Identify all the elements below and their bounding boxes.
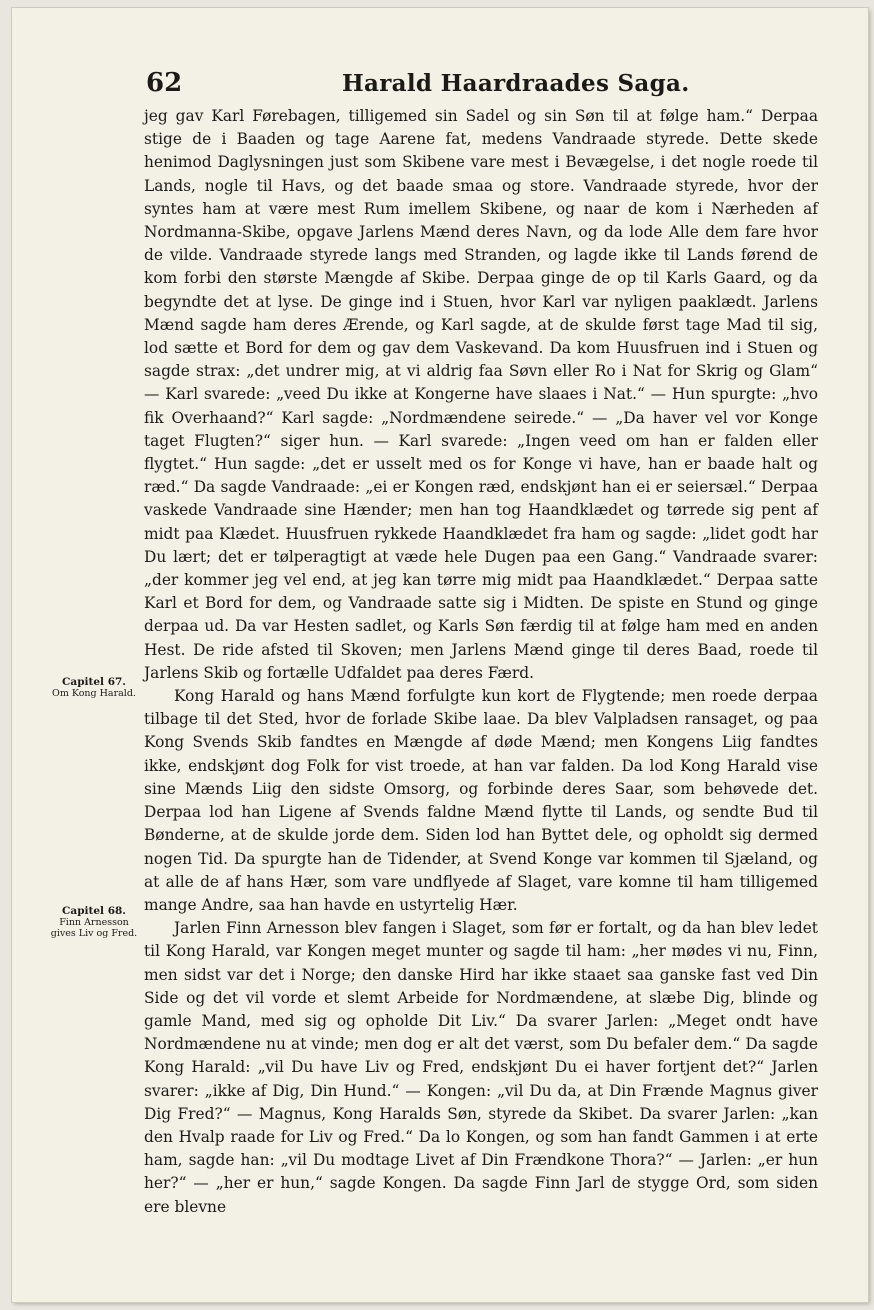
paragraph-chapter-68: Jarlen Finn Arnesson blev fangen i Slaget, som før er fortalt, og da han blev ledet til Kong Harald, var Kongen meget munter og sagde til ham: „her mødes vi nu, Finn, men sidst var det i Norge; den danske Hird har ikke staaet saa ganske fast ved Din Side og det vil vorde et slemt Arbeide for Nordmændene, at slæbe Dig, blinde og gamle Mand, med sig og opholde Dit Liv.“ Da svarer Jarlen: „Meget ondt have Nordmændene nu at vinde; men dog er alt det værst, som Du befaler dem.“ Da sagde Kong Harald: „vil Du have Liv og Fred, endskjønt Du ei haver fortjent det?“ Jarlen svarer: „ikke af Dig, Din Hund.“ — Kongen: „vil Du da, at Din Frænde Magnus giver Dig Fred?“ — Magnus, Kong Haralds Søn, styrede da Skibet. Da svarer Jarlen: „kan den Hvalp raade for Liv og Fred.“ Da lo Kongen, og som han fandt Gammen i at erte ham, sagde han: „vil Du modtage Livet af Din Frændkone Thora?“ — Jarlen: „er hun her?“ — „her er hun,“ sagde Kongen. Da sagde Finn Jarl de stygge Ord, som siden ere blevne — [144, 919, 818, 1216]
page-number: 62 — [146, 68, 183, 98]
margin-note-chapter-67 — [50, 677, 138, 699]
page-header — [146, 68, 830, 108]
margin-note-text: Finn Arnesson gives Liv og Fred. — [50, 917, 138, 939]
running-title: Harald Haardraades Saga. — [342, 70, 690, 97]
body-text — [144, 105, 818, 1219]
margin-note-label: Capitel 68. — [62, 905, 126, 917]
paragraph-continuation: jeg gav Karl Førebagen, tilligemed sin Sadel og sin Søn til at følge ham.“ Derpaa stige de i Baaden og tage Aarene fat, medens Vandraade styrede. Dette skede henimod Daglysningen just som Skibene vare mest i Bevægelse, i det nogle roede til Lands, nogle til Havs, og det baade smaa og store. Vandraade styrede, hvor der syntes ham at være mest Rum imellem Skibene, og naar de kom i Nærheden af Nordmanna-Skibe, opgave Jarlens Mænd deres Navn, og da lode Alle dem fare hvor de vilde. Vandraade styrede langs med Stranden, og lagde ikke til Lands førend de kom forbi den største Mængde af Skibe. Derpaa ginge de op til Karls Gaard, og da begyndte det at lyse. De ginge ind i Stuen, hvor Karl var nyligen paaklædt. Jarlens Mænd sagde ham deres Ærende, og Karl sagde, at de skulde først tage Mad til sig, lod sætte et Bord for dem og gav dem Vaskevand. Da kom Huusfruen ind i Stuen og sagde strax: „det undrer mig, at vi aldrig faa Søvn eller Ro i Nat for Skrig og Glam“ — Karl svarede: „veed Du ikke at Kongerne have slaaes i Nat.“ — Hun spurgte: „hvo fik Overhaand?“ Karl sagde: „Nordmændene seirede.“ — „Da haver vel vor Konge taget Flugten?“ siger hun. — Karl svarede: „Ingen veed om han er falden eller flygtet.“ Hun sagde: „det er usselt med os for Konge vi have, han er baade halt og ræd.“ Da sagde Vandraade: „ei er Kongen ræd, endskjønt han ei er seiersæl.“ Derpaa vaskede Vandraade sine Hænder; men han tog Haandklædet og tørrede sig pent af midt paa Klædet. Huusfruen rykkede Haandklædet fra ham og sagde: „lidet godt har Du lært; det er tølperagtigt at væde hele Dugen paa een Gang.“ Vandraade svarer: „der kommer jeg vel end, at jeg kan tørre mig midt paa Haandklædet.“ Derpaa satte Karl et Bord for dem, og Vandraade satte sig i Midten. De spiste en Stund og ginge derpaa ud. Da var Hesten sadlet, og Karls Søn færdig til at følge ham med en anden Hest. De ride afsted til Skoven; men Jarlens Mænd ginge til deres Baad, roede til Jarlens Skib og fortælle Udfaldet paa deres Færd. — [144, 107, 818, 682]
paragraph-chapter-67: Kong Harald og hans Mænd forfulgte kun kort de Flygtende; men roede derpaa tilbage til det Sted, hvor de forlade Skibe laae. Da blev Valpladsen ransaget, og paa Kong Svends Skib fandtes en Mængde af døde Mænd; men Kongens Liig fandtes ikke, endskjønt dog Folk for vist troede, at han var falden. Da lod Kong Harald vise sine Mænds Liig den sidste Omsorg, og forbinde deres Saar, som behøvede det. Derpaa lod han Ligene af Svends faldne Mænd flytte til Lands, og sendte Bud til Bønderne, at de skulde jorde dem. Siden lod han Byttet dele, og opholdt sig dermed nogen Tid. Da spurgte han de Tidender, at Svend Konge var kommen til Sjæland, og at alle de af hans Hær, som vare undflyede af Slaget, vare komne til ham tilligemed mange Andre, saa han havde en ustyrtelig Hær. — [144, 687, 818, 914]
margin-note-text: Om Kong Harald. — [52, 688, 136, 699]
margin-note-chapter-68 — [50, 906, 138, 939]
margin-note-label: Capitel 67. — [62, 676, 126, 688]
